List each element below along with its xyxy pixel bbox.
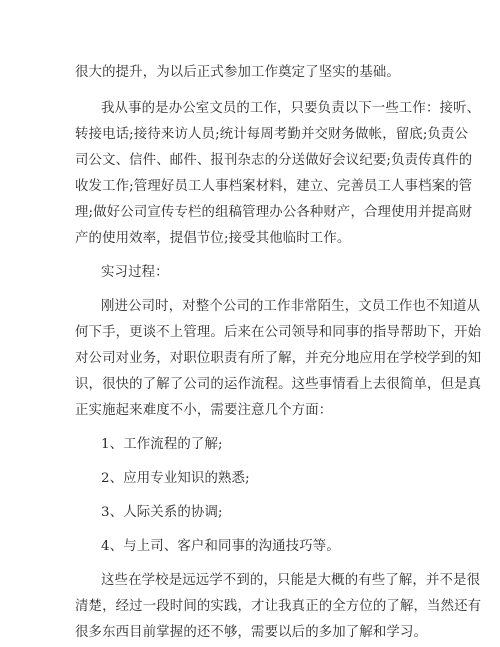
list-item: 1、工作流程的了解; [101, 437, 223, 452]
text-line: 刚进公司时，对整个公司的工作非常陌生，文员工作也不知道从 [101, 299, 481, 314]
text-line: 识，很快的了解了公司的运作流程。这些事情看上去很简单，但是真 [75, 377, 482, 392]
text-line: 我从事的是办公室文员的工作，只要负责以下一些工作：接听、 [101, 101, 481, 116]
text-line: 何下手，更谈不上管理。后来在公司领导和同事的指导帮助下，开始 [75, 325, 482, 340]
text-line: 司公文、信件、邮件、报刊杂志的分送做好会议纪要;负责传真件的 [75, 153, 473, 168]
list-item: 2、应用专业知识的熟悉; [101, 471, 250, 486]
text-line: 理;做好公司宣传专栏的组稿管理办公各种财产，合理使用并提高财 [75, 205, 473, 220]
list-item: 4、与上司、客户和同事的沟通技巧等。 [101, 539, 340, 554]
text-line: 清楚，经过一段时间的实践，才让我真正的全方位的了解，当然还有 [75, 599, 482, 614]
text-line: 产的使用效率，提倡节位;接受其他临时工作。 [75, 231, 351, 246]
section-heading: 实习过程： [101, 265, 169, 280]
text-line: 这些在学校是远远学不到的，只能是大概的有些了解，并不是很 [101, 573, 481, 588]
text-line: 正实施起来难度不小，需要注意几个方面： [75, 403, 333, 418]
text-line: 收发工作;管理好员工人事档案材料，建立、完善员工人事档案的管 [75, 179, 473, 194]
text-line: 对公司对业务，对职位职责有所了解，并充分地应用在学校学到的知 [75, 351, 482, 366]
document-body [75, 60, 482, 646]
text-line: 转接电话;接待来访人员;统计每周考勤并交财务做帐，留底;负责公 [75, 127, 469, 142]
text-line: 很大的提升，为以后正式参加工作奠定了坚实的基础。 [75, 65, 400, 80]
text-line: 很多东西目前掌握的还不够，需要以后的多加了解和学习。 [75, 625, 428, 640]
list-item: 3、人际关系的协调; [101, 505, 223, 520]
